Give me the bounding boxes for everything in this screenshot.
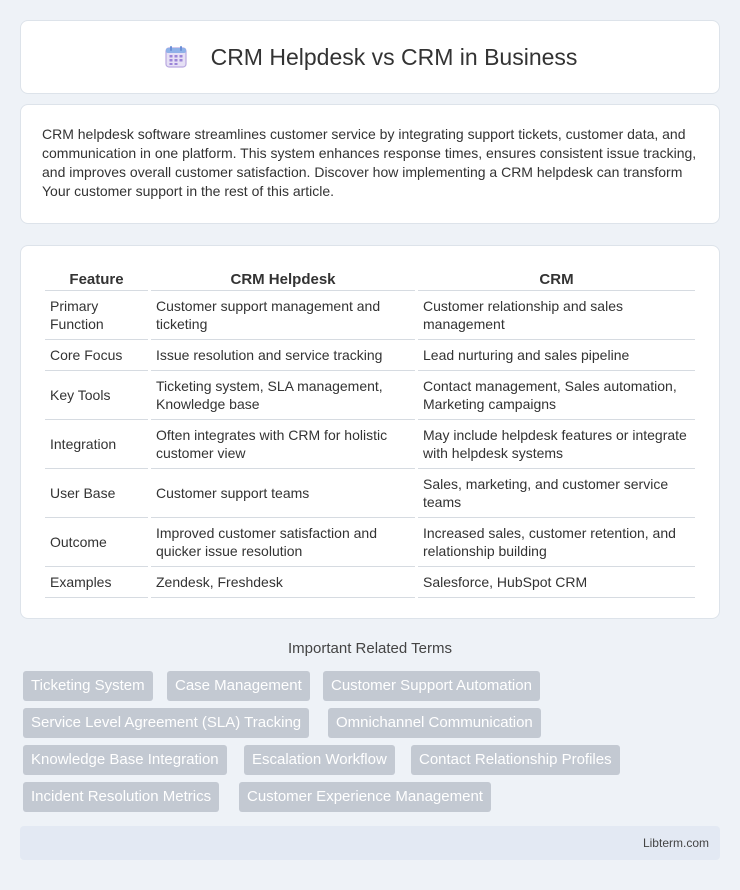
- title-card: [20, 20, 720, 94]
- feature-cell: Integration: [45, 420, 148, 469]
- term-chip-escalation-workflow[interactable]: Escalation Workflow: [244, 745, 395, 775]
- table-row: [45, 469, 695, 518]
- feature-cell: Primary Function: [45, 291, 148, 340]
- crm-cell: Customer relationship and sales management: [418, 291, 695, 340]
- column-header-feature: Feature: [45, 266, 148, 291]
- feature-cell: User Base: [45, 469, 148, 518]
- crm-cell: Lead nurturing and sales pipeline: [418, 340, 695, 371]
- crm-cell: May include helpdesk features or integrate with helpdesk systems: [418, 420, 695, 469]
- helpdesk-cell: Ticketing system, SLA management, Knowledge base: [151, 371, 415, 420]
- feature-cell: Outcome: [45, 518, 148, 567]
- term-chip-sla-tracking[interactable]: Service Level Agreement (SLA) Tracking: [23, 708, 309, 738]
- table-row: [45, 518, 695, 567]
- table-row: [45, 291, 695, 340]
- table-header-row: [45, 266, 695, 291]
- helpdesk-cell: Issue resolution and service tracking: [151, 340, 415, 371]
- intro-card: [20, 104, 720, 224]
- crm-cell: Increased sales, customer retention, and relationship building: [418, 518, 695, 567]
- column-header-crm: CRM: [418, 266, 695, 291]
- related-terms-heading: Important Related Terms: [288, 640, 452, 657]
- comparison-table: [42, 266, 698, 598]
- column-header-crm-helpdesk: CRM Helpdesk: [151, 266, 415, 291]
- helpdesk-cell: Improved customer satisfaction and quicker issue resolution: [151, 518, 415, 567]
- term-chip-case-management[interactable]: Case Management: [167, 671, 310, 701]
- helpdesk-cell: Customer support teams: [151, 469, 415, 518]
- table-row: [45, 340, 695, 371]
- calendar-icon: [163, 44, 189, 70]
- term-chip-contact-relationship-profiles[interactable]: Contact Relationship Profiles: [411, 745, 620, 775]
- helpdesk-cell: Often integrates with CRM for holistic customer view: [151, 420, 415, 469]
- table-row: [45, 371, 695, 420]
- intro-text: CRM helpdesk software streamlines customer service by integrating support tickets, customer data, and communication in one platform. This system enhances response times, ensures consistent issue tracking, and improves overall customer satisfaction. Discover how implementing a CRM helpdesk can transform Your customer support in the rest of this article.: [42, 126, 697, 199]
- crm-cell: Contact management, Sales automation, Marketing campaigns: [418, 371, 695, 420]
- feature-cell: Examples: [45, 567, 148, 598]
- feature-cell: Key Tools: [45, 371, 148, 420]
- helpdesk-cell: Zendesk, Freshdesk: [151, 567, 415, 598]
- helpdesk-cell: Customer support management and ticketing: [151, 291, 415, 340]
- comparison-table-card: [20, 245, 720, 619]
- feature-cell: Core Focus: [45, 340, 148, 371]
- table-row: [45, 420, 695, 469]
- term-chip-ticketing-system[interactable]: Ticketing System: [23, 671, 153, 701]
- term-chip-incident-resolution-metrics[interactable]: Incident Resolution Metrics: [23, 782, 219, 812]
- crm-cell: Sales, marketing, and customer service teams: [418, 469, 695, 518]
- term-chip-omnichannel-communication[interactable]: Omnichannel Communication: [328, 708, 541, 738]
- crm-cell: Salesforce, HubSpot CRM: [418, 567, 695, 598]
- term-chip-knowledge-base-integration[interactable]: Knowledge Base Integration: [23, 745, 227, 775]
- footer-site-link[interactable]: Libterm.com: [642, 836, 709, 850]
- term-chip-customer-support-automation[interactable]: Customer Support Automation: [323, 671, 540, 701]
- footer: [20, 826, 720, 860]
- term-chip-customer-experience-management[interactable]: Customer Experience Management: [239, 782, 491, 812]
- page-title: CRM Helpdesk vs CRM in Business: [210, 43, 578, 70]
- table-row: [45, 567, 695, 598]
